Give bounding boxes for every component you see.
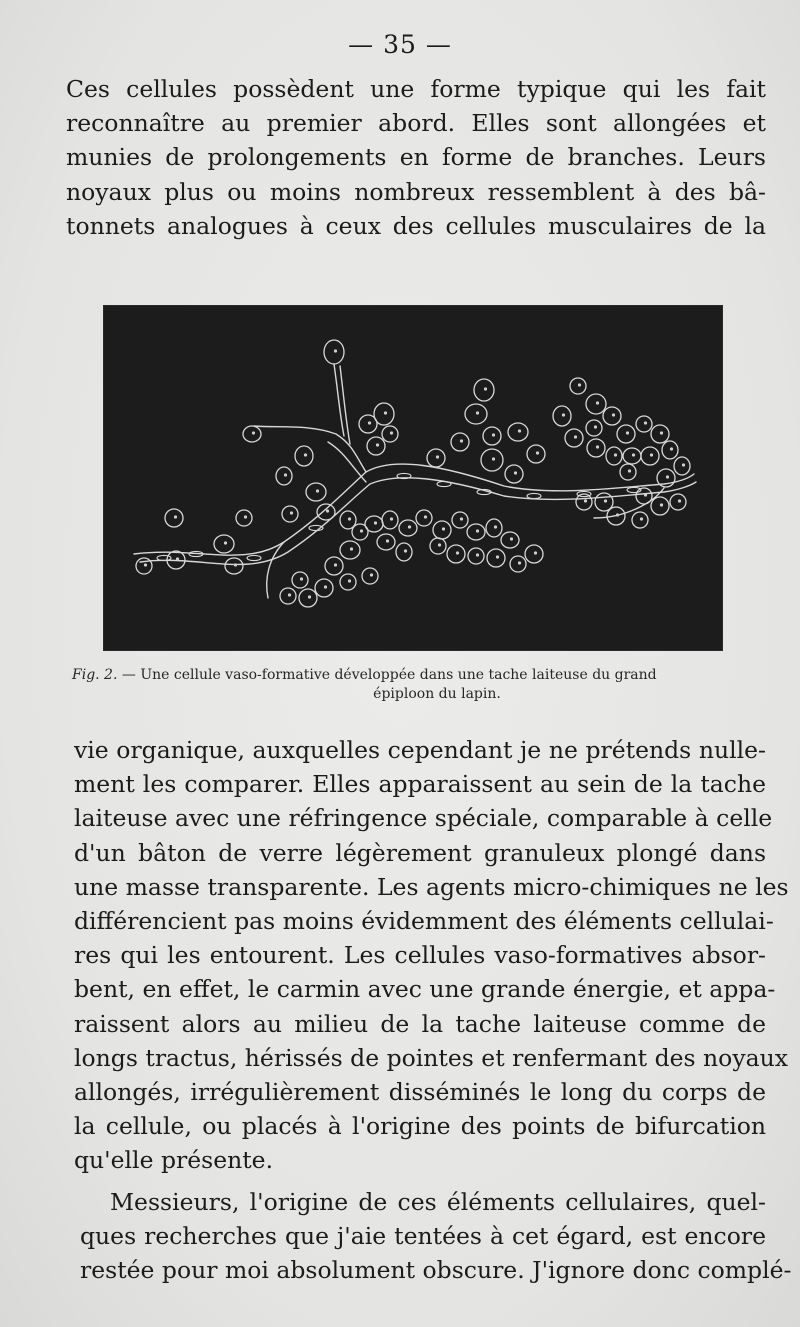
cell-nucleus-dot: [670, 447, 673, 450]
paragraph-2: [74, 733, 789, 1178]
cell-nucleus-dot: [514, 471, 517, 474]
round-cell: [525, 545, 543, 563]
elongated-nucleus: [309, 525, 323, 530]
cell-nucleus-dot: [350, 547, 353, 550]
text-line: laiteuse avec une réfringence spéciale, comparable à celle: [74, 804, 773, 833]
text-line: allongés, irrégulièrement disséminés le long du corps de: [74, 1078, 766, 1107]
cell-nucleus-dot: [584, 499, 587, 502]
cell-nucleus-dot: [562, 413, 565, 416]
cell-nucleus-dot: [644, 493, 647, 496]
cell-nucleus-dot: [594, 425, 597, 428]
round-cell: [586, 420, 602, 436]
round-cell: [452, 512, 468, 528]
cell-nucleus-dot: [476, 529, 479, 532]
round-cell: [433, 521, 451, 539]
text-line: reconnaître au premier abord. Elles sont allongées et: [66, 109, 766, 138]
round-cell: [508, 423, 528, 441]
cell-nucleus-dot: [288, 593, 291, 596]
elongated-nucleus: [527, 493, 541, 498]
cell-nucleus-dot: [534, 551, 537, 554]
cell-nucleus-dot: [666, 475, 669, 478]
round-cell: [340, 574, 356, 590]
figure-caption: [72, 666, 762, 704]
round-cell: [486, 519, 502, 537]
text-line: une masse transparente. Les agents micro-chimiques ne les: [74, 872, 789, 901]
round-cell: [427, 449, 445, 467]
text-line: tonnets analogues à ceux des cellules musculaires de la: [66, 211, 766, 240]
round-cell: [481, 449, 503, 471]
cell-nucleus-dot: [384, 411, 387, 414]
round-cell: [295, 446, 313, 466]
cell-nucleus-dot: [174, 515, 177, 518]
round-cell: [399, 520, 417, 536]
cell-nucleus-dot: [660, 503, 663, 506]
text-line: Messieurs, l'origine de ces éléments cellulaires, quel-: [110, 1188, 766, 1216]
cell-nucleus-dot: [324, 585, 327, 588]
round-cell: [510, 556, 526, 572]
round-cell: [214, 535, 234, 553]
round-cell: [651, 425, 669, 443]
text-line: raissent alors au milieu de la tache laiteuse comme de: [74, 1009, 766, 1038]
text-line: longs tractus, hérissés de pointes et renfermant des noyaux: [74, 1043, 789, 1072]
round-cell: [467, 524, 485, 540]
text-line: bent, en effet, le carmin avec une grande énergie, et appa-: [74, 975, 776, 1004]
cell-nucleus-dot: [460, 439, 463, 442]
round-cell: [396, 543, 412, 561]
cell-nucleus-dot: [308, 595, 311, 598]
caption-text-1: — Une cellule vaso-formative développée dans une tache laiteuse du grand: [121, 667, 657, 683]
cell-nucleus-dot: [370, 573, 373, 576]
round-cell: [606, 447, 622, 465]
text-line: munies de prolongements en forme de branches. Leurs: [66, 143, 766, 172]
cell-nucleus-dot: [678, 499, 681, 502]
round-cell: [165, 509, 183, 527]
round-cell: [651, 497, 669, 515]
cell-nucleus-dot: [640, 517, 643, 520]
round-cell: [315, 579, 333, 597]
text-line: d'un bâton de verre légèrement granuleux plongé dans: [74, 838, 766, 867]
text-line: noyaux plus ou moins nombreux ressemblent à des bâ-: [66, 177, 766, 206]
cell-nucleus-dot: [628, 469, 631, 472]
round-cell: [487, 549, 505, 567]
cell-nucleus-dot: [596, 445, 599, 448]
round-cell: [276, 467, 292, 485]
cell-nucleus-dot: [348, 517, 351, 520]
cell-nucleus-dot: [252, 431, 255, 434]
cell-nucleus-dot: [496, 555, 499, 558]
round-cell: [603, 407, 621, 425]
cell-nucleus-dot: [326, 509, 329, 512]
cell-nucleus-dot: [348, 579, 351, 582]
round-cell: [243, 426, 261, 442]
cell-nucleus-dot: [494, 525, 497, 528]
cell-nucleus-dot: [316, 489, 319, 492]
cell-nucleus-dot: [144, 563, 147, 566]
cell-nucleus-dot: [284, 473, 287, 476]
cell-nucleus-dot: [390, 431, 393, 434]
cell-nucleus-dot: [578, 383, 581, 386]
round-cell: [565, 429, 583, 447]
cell-nucleus-dot: [386, 539, 389, 542]
cell-nucleus-dot: [574, 435, 577, 438]
round-cell: [136, 558, 152, 574]
text-line: ques recherches que j'aie tentées à cet égard, est encore: [80, 1222, 766, 1251]
round-cell: [377, 534, 395, 550]
round-cell: [340, 541, 360, 559]
cell-nucleus-dot: [404, 549, 407, 552]
round-cell: [468, 548, 484, 564]
round-cell: [280, 588, 296, 604]
cell-nucleus-dot: [518, 429, 521, 432]
page-number: — 35 —: [348, 30, 452, 59]
round-cell: [465, 404, 487, 424]
cell-nucleus-dot: [476, 411, 479, 414]
cell-nucleus-dot: [650, 453, 653, 456]
cell-branch: [334, 364, 344, 436]
cell-nucleus-dot: [244, 515, 247, 518]
text-line: res qui les entourent. Les cellules vaso-formatives absor-: [74, 941, 766, 970]
round-cell: [620, 464, 636, 480]
text-line: différencient pas moins évidemment des éléments cellulai-: [74, 907, 774, 936]
paragraph-3: [80, 1185, 792, 1288]
caption-text-2: épiploon du lapin.: [373, 686, 501, 702]
cell-nucleus-dot: [682, 463, 685, 466]
round-cell: [636, 416, 652, 432]
cell-nucleus-dot: [492, 433, 495, 436]
round-cell: [662, 441, 678, 459]
cell-nucleus-dot: [408, 525, 411, 528]
round-cell: [416, 510, 432, 526]
round-cell: [641, 447, 659, 465]
round-cell: [236, 510, 252, 526]
text-line: Ces cellules possèdent une forme typique qui les fait: [66, 75, 766, 103]
elongated-nucleus: [247, 555, 261, 560]
round-cell: [430, 538, 446, 554]
round-cell: [306, 483, 326, 501]
cell-nucleus-dot: [436, 455, 439, 458]
cell-nucleus-dot: [360, 529, 363, 532]
figure-illustration: [104, 306, 722, 650]
round-cell: [282, 506, 298, 522]
round-cell: [617, 425, 635, 443]
text-line: vie organique, auxquelles cependant je ne prétends nulle-: [74, 736, 766, 764]
cell-nucleus-dot: [334, 349, 337, 352]
text-line: ment les comparer. Elles apparaissent au sein de la tache: [74, 770, 766, 799]
text-line: restée pour moi absolument obscure. J'ignore donc complé-: [80, 1256, 792, 1285]
cell-nucleus-dot: [368, 421, 371, 424]
round-cell: [570, 378, 586, 394]
round-cell: [362, 568, 378, 584]
cell-nucleus-dot: [518, 561, 521, 564]
cell-nucleus-dot: [424, 515, 427, 518]
round-cell: [527, 445, 545, 463]
round-cell: [359, 415, 377, 433]
round-cell: [292, 572, 308, 588]
round-cell: [670, 494, 686, 510]
cell-nucleus-dot: [176, 557, 179, 560]
cell-nucleus-dot: [616, 513, 619, 516]
cell-nucleus-dot: [626, 431, 629, 434]
round-cell: [623, 448, 641, 464]
cell-nucleus-dot: [632, 453, 635, 456]
round-cell: [483, 427, 501, 445]
cell-nucleus-dot: [376, 443, 379, 446]
cell-nucleus-dot: [536, 451, 539, 454]
round-cell: [367, 437, 385, 455]
cell-nucleus-dot: [438, 543, 441, 546]
text-line: qu'elle présente.: [74, 1146, 274, 1175]
round-cell: [447, 545, 465, 563]
round-cell: [587, 439, 605, 457]
round-cell: [365, 516, 383, 532]
cell-nucleus-dot: [304, 453, 307, 456]
cell-nucleus-dot: [224, 541, 227, 544]
cell-nucleus-dot: [456, 551, 459, 554]
cell-trunk: [140, 478, 696, 565]
cell-nucleus-dot: [390, 517, 393, 520]
cell-nucleus-dot: [442, 527, 445, 530]
round-cell: [451, 433, 469, 451]
round-cell: [324, 340, 344, 364]
round-cell: [553, 406, 571, 426]
cell-nucleus-dot: [300, 577, 303, 580]
cell-nucleus-dot: [614, 453, 617, 456]
round-cell: [505, 465, 523, 483]
round-cell: [299, 589, 317, 607]
figure-label: Fig. 2.: [72, 667, 118, 683]
cell-nucleus-dot: [476, 553, 479, 556]
cell-nucleus-dot: [660, 431, 663, 434]
round-cell: [674, 457, 690, 475]
round-cell: [501, 532, 519, 548]
round-cell: [636, 488, 652, 504]
round-cell: [225, 558, 243, 574]
round-cell: [325, 557, 343, 575]
text-line: la cellule, ou placés à l'origine des points de bifurcation: [74, 1112, 766, 1141]
round-cell: [632, 512, 648, 528]
cell-nucleus-dot: [604, 499, 607, 502]
cell-nucleus-dot: [596, 401, 599, 404]
cell-nucleus-dot: [290, 511, 293, 514]
cell-nucleus-dot: [644, 421, 647, 424]
cell-nucleus-dot: [460, 517, 463, 520]
cell-nucleus-dot: [492, 457, 495, 460]
round-cell: [586, 394, 606, 414]
cell-nucleus-dot: [234, 563, 237, 566]
cell-nucleus-dot: [484, 387, 487, 390]
round-cell: [317, 504, 335, 520]
round-cell: [382, 511, 398, 529]
cell-nucleus-dot: [334, 563, 337, 566]
cell-nucleus-dot: [374, 521, 377, 524]
paragraph-1: [66, 72, 766, 243]
cell-nucleus-dot: [510, 537, 513, 540]
cell-branch: [340, 366, 350, 444]
round-cell: [382, 426, 398, 442]
round-cell: [474, 379, 494, 401]
cell-branch: [267, 542, 284, 598]
cell-nucleus-dot: [612, 413, 615, 416]
vaso-formative-cell-drawing: [104, 306, 722, 650]
